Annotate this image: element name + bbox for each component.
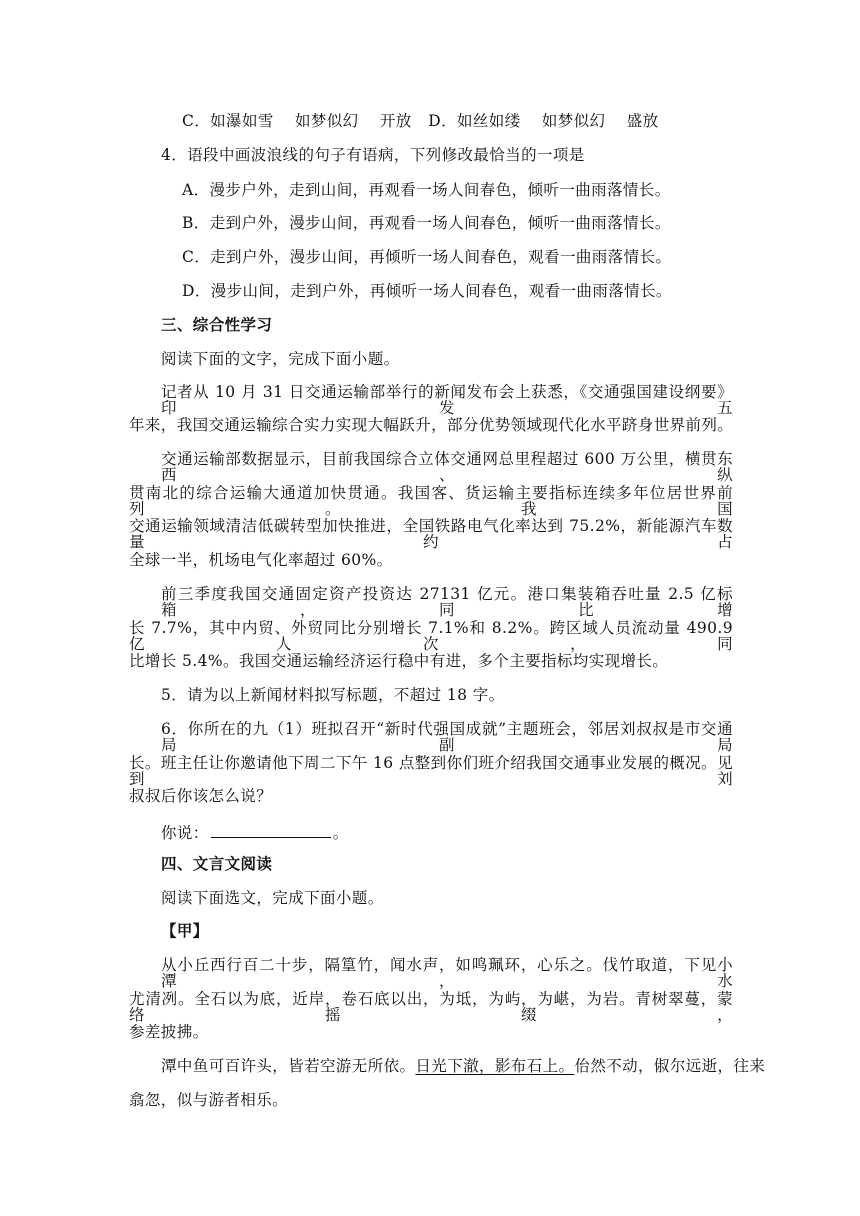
section3-heading: 三、综合性学习 (161, 316, 273, 334)
q3-option-c: C．如瀑如雪 如梦似幻 开放 (182, 112, 412, 130)
s3-p3-line3: 比增长 5.4%。我国交通运输经济运行稳中有进，多个主要指标均实现增长。 (129, 652, 669, 670)
answer-line (161, 823, 349, 842)
section3-instruction: 阅读下面的文字，完成下面小题。 (161, 350, 400, 368)
q4-option-b: B．走到户外，漫步山间，再观看一场人间春色，倾听一曲雨落情长。 (182, 214, 671, 232)
q4-option-c: C．走到户外，漫步山间，再倾听一场人间春色，观看一曲雨落情长。 (182, 248, 672, 266)
s4-p1-line3: 参差披拂。 (129, 1023, 209, 1041)
q4-option-a: A．漫步户外，走到山间，再观看一场人间春色，倾听一曲雨落情长。 (182, 181, 671, 199)
q3-option-d: D．如丝如缕 如梦似幻 盛放 (428, 112, 659, 130)
q4-option-d: D．漫步山间，走到户外，再倾听一场人间春色，观看一曲雨落情长。 (182, 282, 672, 300)
section4-heading: 四、文言文阅读 (161, 855, 273, 873)
s3-p2-line1: 交通运输部数据显示，目前我国综合立体交通网总里程超过 600 万公里，横贯东西、纵 (161, 450, 733, 484)
answer-prefix: 你说： (161, 824, 209, 842)
jia-label: 【甲】 (161, 922, 209, 940)
s4-p2-underlined-sentence: 日光下澈，影布石上。 (415, 1057, 575, 1075)
q6-line1: 6．你所在的九（1）班拟召开“新时代强国成就”主题班会，邻居刘叔叔是市交通局副局 (161, 720, 733, 754)
answer-suffix: 。 (332, 824, 349, 842)
section4-instruction: 阅读下面选文，完成下面小题。 (161, 889, 384, 907)
s3-p3-line2: 长 7.7%，其中内贸、外贸同比分别增长 7.1%和 8.2%。跨区域人员流动量 490.9 亿人次，同 (129, 619, 733, 653)
q3-options-row (182, 114, 658, 130)
s3-p2-line4: 全球一半，机场电气化率超过 60%。 (129, 551, 393, 569)
q4-stem: 4．语段中画波浪线的句子有语病，下列修改最恰当的一项是 (161, 146, 585, 164)
s4-p1-line1: 从小丘西行百二十步，隔篁竹，闻水声，如鸣珮环，心乐之。伐竹取道，下见小潭，水 (161, 956, 733, 990)
q6-line3: 叔叔后你该怎么说？ (129, 787, 273, 805)
q6-line2: 长。班主任让你邀请他下周二下午 16 点整到你们班介绍我国交通事业发展的概况。见到刘 (129, 754, 733, 788)
s4-p2-segment-b: 佁然不动，俶尔远逝，往来 (574, 1057, 766, 1075)
s4-p2-line1 (161, 1059, 765, 1075)
s3-p3-line1: 前三季度我国交通固定资产投资达 27131 亿元。港口集装箱吞吐量 2.5 亿标箱，同比增 (161, 585, 733, 619)
s4-p2-segment-a: 潭中鱼可百许头，皆若空游无所依。 (161, 1057, 416, 1075)
answer-blank[interactable] (211, 823, 331, 838)
s3-p1-line1: 记者从 10 月 31 日交通运输部举行的新闻发布会上获悉，《交通强国建设纲要》印发五 (161, 383, 733, 417)
s4-p2-line2: 翕忽，似与游者相乐。 (129, 1091, 289, 1109)
s3-p2-line2: 贯南北的综合运输大通道加快贯通。我国客、货运输主要指标连续多年位居世界前列。我国 (129, 484, 733, 518)
s3-p2-line3: 交通运输领域清洁低碳转型加快推进，全国铁路电气化率达到 75.2%，新能源汽车数量约占 (129, 517, 733, 551)
s3-p1-line2: 年来，我国交通运输综合实力实现大幅跃升，部分优势领域现代化水平跻身世界前列。 (129, 416, 734, 434)
q5: 5．请为以上新闻材料拟写标题，不超过 18 字。 (161, 686, 505, 704)
s4-p1-line2: 尤清冽。全石以为底，近岸，卷石底以出，为坻，为屿，为嵁，为岩。青树翠蔓，蒙络摇缀， (129, 990, 733, 1024)
